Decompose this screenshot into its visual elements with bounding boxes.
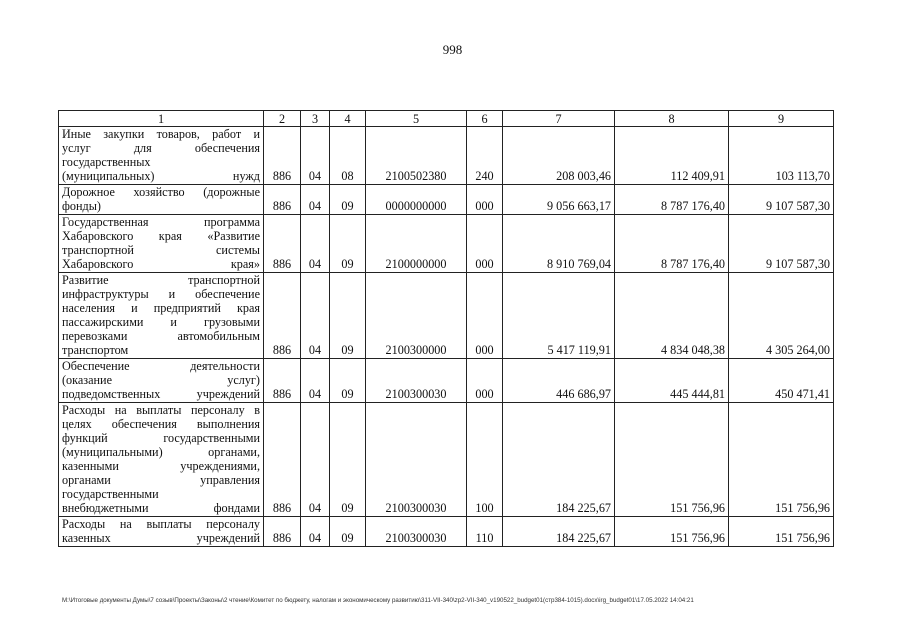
cell-amount-2: 8 787 176,40 xyxy=(615,185,729,215)
cell-subsection: 09 xyxy=(330,403,366,517)
cell-amount-3: 9 107 587,30 xyxy=(729,185,834,215)
cell-subsection: 09 xyxy=(330,359,366,403)
table-row xyxy=(59,359,834,403)
cell-amount-2: 151 756,96 xyxy=(615,403,729,517)
col-header-3: 3 xyxy=(301,111,330,127)
document-file-path: M:\Итоговые документы Думы\7 созыв\Проекты\Законы\2 чтение\Комитет по бюджету, налогам и экономическому развитию\311-VII-340\zp2-VII-340_v190522_budget01(стр384-1015).docx\irg_budget01\17.05.2022 14:04:21 xyxy=(62,597,694,604)
table-row xyxy=(59,403,834,517)
cell-amount-2: 8 787 176,40 xyxy=(615,215,729,273)
cell-target-code: 2100300030 xyxy=(366,517,467,547)
cell-expense-type: 000 xyxy=(467,359,503,403)
cell-amount-3: 103 113,70 xyxy=(729,127,834,185)
cell-subsection: 09 xyxy=(330,215,366,273)
cell-subsection: 09 xyxy=(330,273,366,359)
cell-target-code: 0000000000 xyxy=(366,185,467,215)
row-description: Государственная программа Хабаровского края «Развитие транспортной системы Хабаровского края» xyxy=(59,215,264,273)
cell-amount-1: 8 910 769,04 xyxy=(503,215,615,273)
cell-grbs: 886 xyxy=(264,517,301,547)
cell-amount-1: 184 225,67 xyxy=(503,517,615,547)
cell-section: 04 xyxy=(301,403,330,517)
table-row xyxy=(59,517,834,547)
cell-amount-1: 208 003,46 xyxy=(503,127,615,185)
cell-section: 04 xyxy=(301,273,330,359)
cell-expense-type: 240 xyxy=(467,127,503,185)
cell-amount-3: 151 756,96 xyxy=(729,517,834,547)
cell-amount-1: 9 056 663,17 xyxy=(503,185,615,215)
cell-amount-1: 446 686,97 xyxy=(503,359,615,403)
row-description: Иные закупки товаров, работ и услуг для обеспечения государственных (муниципальных) нужд xyxy=(59,127,264,185)
cell-amount-3: 9 107 587,30 xyxy=(729,215,834,273)
col-header-1: 1 xyxy=(59,111,264,127)
cell-subsection: 09 xyxy=(330,517,366,547)
row-description: Развитие транспортной инфраструктуры и обеспечение населения и предприятий края пассажирскими и грузовыми перевозками автомобильным транспортом xyxy=(59,273,264,359)
cell-section: 04 xyxy=(301,517,330,547)
table-row xyxy=(59,185,834,215)
table-row xyxy=(59,215,834,273)
cell-expense-type: 000 xyxy=(467,215,503,273)
cell-amount-3: 450 471,41 xyxy=(729,359,834,403)
col-header-8: 8 xyxy=(615,111,729,127)
cell-section: 04 xyxy=(301,185,330,215)
cell-amount-1: 5 417 119,91 xyxy=(503,273,615,359)
cell-section: 04 xyxy=(301,215,330,273)
cell-amount-2: 112 409,91 xyxy=(615,127,729,185)
col-header-5: 5 xyxy=(366,111,467,127)
row-description: Дорожное хозяйство (дорожные фонды) xyxy=(59,185,264,215)
row-description: Расходы на выплаты персоналу в целях обеспечения выполнения функций государственными (муниципальными) органами, казенными учреждениями, органами управления государственными внебюджетными фондами xyxy=(59,403,264,517)
cell-grbs: 886 xyxy=(264,403,301,517)
cell-target-code: 2100000000 xyxy=(366,215,467,273)
row-description: Обеспечение деятельности (оказание услуг) подведомственных учреждений xyxy=(59,359,264,403)
cell-subsection: 09 xyxy=(330,185,366,215)
cell-target-code: 2100502380 xyxy=(366,127,467,185)
cell-grbs: 886 xyxy=(264,273,301,359)
cell-amount-2: 445 444,81 xyxy=(615,359,729,403)
col-header-9: 9 xyxy=(729,111,834,127)
cell-amount-3: 4 305 264,00 xyxy=(729,273,834,359)
cell-amount-2: 151 756,96 xyxy=(615,517,729,547)
col-header-7: 7 xyxy=(503,111,615,127)
col-header-4: 4 xyxy=(330,111,366,127)
cell-subsection: 08 xyxy=(330,127,366,185)
cell-expense-type: 100 xyxy=(467,403,503,517)
cell-amount-3: 151 756,96 xyxy=(729,403,834,517)
col-header-6: 6 xyxy=(467,111,503,127)
cell-expense-type: 000 xyxy=(467,185,503,215)
cell-target-code: 2100300030 xyxy=(366,403,467,517)
cell-grbs: 886 xyxy=(264,215,301,273)
cell-grbs: 886 xyxy=(264,185,301,215)
budget-table xyxy=(58,110,834,547)
table-row xyxy=(59,127,834,185)
cell-section: 04 xyxy=(301,127,330,185)
cell-expense-type: 110 xyxy=(467,517,503,547)
page-number: 998 xyxy=(442,42,463,57)
cell-section: 04 xyxy=(301,359,330,403)
cell-grbs: 886 xyxy=(264,127,301,185)
cell-target-code: 2100300030 xyxy=(366,359,467,403)
cell-amount-1: 184 225,67 xyxy=(503,403,615,517)
header-row xyxy=(59,111,834,127)
cell-target-code: 2100300000 xyxy=(366,273,467,359)
col-header-2: 2 xyxy=(264,111,301,127)
cell-amount-2: 4 834 048,38 xyxy=(615,273,729,359)
table-row xyxy=(59,273,834,359)
row-description: Расходы на выплаты персоналу казенных учреждений xyxy=(59,517,264,547)
cell-grbs: 886 xyxy=(264,359,301,403)
cell-expense-type: 000 xyxy=(467,273,503,359)
